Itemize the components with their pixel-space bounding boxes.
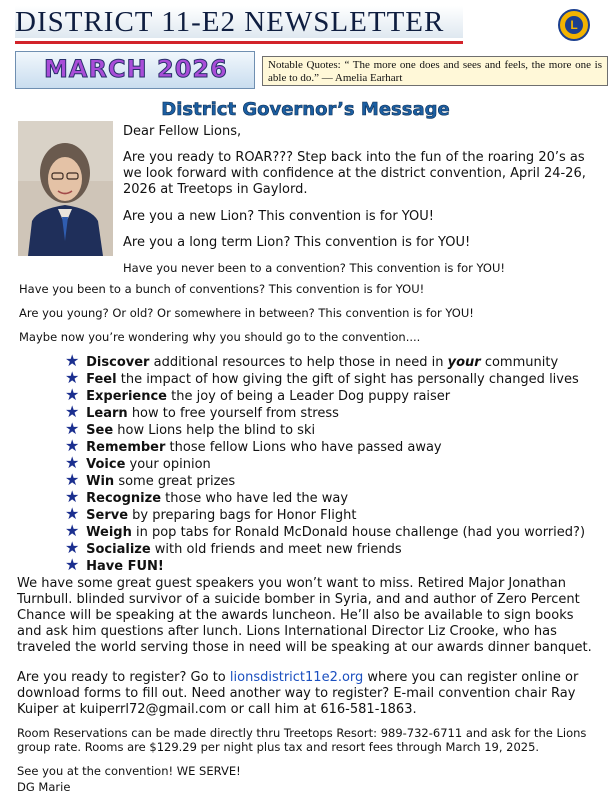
question-long-term-lion: Are you a long term Lion? This convention is for YOU! <box>123 235 471 250</box>
reason-text: additional resources to help those in need in <box>149 355 448 370</box>
lions-logo <box>558 9 590 41</box>
register-text: Are you ready to register? Go to <box>17 670 230 685</box>
reason-keyword: Experience <box>86 389 167 404</box>
register-paragraph <box>17 670 597 718</box>
reason-emphasis: your <box>447 355 481 370</box>
reason-item <box>65 471 585 488</box>
reason-keyword: Win <box>86 474 115 489</box>
reason-item <box>65 539 585 556</box>
reason-keyword: Learn <box>86 406 128 421</box>
star-icon: ★ <box>65 555 80 574</box>
reason-text: the impact of how giving the gift of sight has personally changed lives <box>116 372 579 387</box>
star-icon: ★ <box>65 504 80 523</box>
reason-keyword: Recognize <box>86 491 162 506</box>
question-wondering-why: Maybe now you’re wondering why you should go to the convention.... <box>19 330 421 344</box>
reason-text: some great prizes <box>114 474 236 489</box>
reason-text-tail: community <box>480 355 559 370</box>
reason-item <box>65 369 585 386</box>
reason-item <box>65 352 585 369</box>
question-been-to-bunch: Have you been to a bunch of conventions? This convention is for YOU! <box>19 282 425 296</box>
reason-keyword: Have FUN! <box>86 559 164 574</box>
quote-label: Notable Quotes: <box>268 59 341 71</box>
star-icon: ★ <box>65 453 80 472</box>
reason-item <box>65 386 585 403</box>
register-link[interactable]: lionsdistrict11e2.org <box>229 670 364 685</box>
governor-portrait <box>18 121 113 256</box>
reason-text: those fellow Lions who have passed away <box>165 440 442 455</box>
star-icon: ★ <box>65 436 80 455</box>
masthead <box>15 6 463 38</box>
star-icon: ★ <box>65 351 80 370</box>
star-icon: ★ <box>65 419 80 438</box>
notable-quote <box>262 56 608 86</box>
reason-item <box>65 454 585 471</box>
reason-text: in pop tabs for Ronald McDonald house challenge (had you worried?) <box>131 525 586 540</box>
question-young-or-old: Are you young? Or old? Or somewhere in between? This convention is for YOU! <box>19 306 474 320</box>
quote-text: “ The more one does and sees and feels, the more one is able to do.” <box>268 59 603 84</box>
reason-keyword: Discover <box>86 355 150 370</box>
reason-item <box>65 437 585 454</box>
signature: DG Marie <box>17 780 71 794</box>
reason-keyword: See <box>86 423 114 438</box>
star-icon: ★ <box>65 402 80 421</box>
reason-item <box>65 420 585 437</box>
issue-month-box <box>15 51 255 89</box>
star-icon: ★ <box>65 538 80 557</box>
reason-text: with old friends and meet new friends <box>150 542 402 557</box>
reason-text: by preparing bags for Honor Flight <box>128 508 357 523</box>
quote-author: — Amelia Earhart <box>321 72 403 84</box>
star-icon: ★ <box>65 487 80 506</box>
reason-text: those who have led the way <box>161 491 349 506</box>
reason-item <box>65 505 585 522</box>
reason-item <box>65 522 585 539</box>
reason-item <box>65 403 585 420</box>
reason-text: your opinion <box>125 457 211 472</box>
reason-text: the joy of being a Leader Dog puppy raiser <box>167 389 451 404</box>
question-new-lion: Are you a new Lion? This convention is for YOU! <box>123 209 434 224</box>
reason-item <box>65 488 585 505</box>
issue-month: MARCH 2026 <box>44 55 228 83</box>
reason-keyword: Feel <box>86 372 117 387</box>
closing-line: See you at the convention! WE SERVE! <box>17 764 241 778</box>
lions-logo-letter: L <box>565 16 583 34</box>
star-icon: ★ <box>65 470 80 489</box>
star-icon: ★ <box>65 385 80 404</box>
star-icon: ★ <box>65 368 80 387</box>
rooms-paragraph: Room Reservations can be made directly thru Treetops Resort: 989-732-6711 and ask for the Lions group rate. Rooms are $129.29 per night plus tax and resort fees through March 19, 2025. <box>17 726 587 754</box>
reason-item <box>65 556 585 573</box>
reasons-list <box>65 352 585 573</box>
reason-keyword: Weigh <box>86 525 132 540</box>
title-underline <box>15 41 463 44</box>
reason-keyword: Socialize <box>86 542 151 557</box>
governor-photo <box>18 121 113 256</box>
reason-text: how to free yourself from stress <box>127 406 339 421</box>
reason-keyword: Voice <box>86 457 126 472</box>
star-icon: ★ <box>65 521 80 540</box>
reason-keyword: Serve <box>86 508 129 523</box>
question-never-been: Have you never been to a convention? This convention is for YOU! <box>123 261 505 275</box>
newsletter-title: DISTRICT 11-E2 NEWSLETTER <box>15 6 445 38</box>
reason-text: how Lions help the blind to ski <box>113 423 316 438</box>
letter-intro: Are you ready to ROAR??? Step back into the fun of the roaring 20’s as we look forward with confidence at the district convention, April 24-26, 2026 at Treetops in Gaylord. <box>123 150 586 197</box>
section-title: District Governor’s Message <box>161 99 450 120</box>
reason-keyword: Remember <box>86 440 166 455</box>
letter-greeting: Dear Fellow Lions, <box>123 124 242 139</box>
speakers-paragraph: We have some great guest speakers you won’t want to miss. Retired Major Jonathan Turnbull. blinded survivor of a suicide bomber in Syria, and and author of Zero Percent Chance will be speaking at the awards luncheon. He’ll also be available to sign books and ask him questions after lunch. Lions International Director Liz Crooke, who has traveled the world serving those in need will be speaking at our awards dinner banquet. <box>17 576 592 655</box>
register-text-after: where you can register online or download forms to fill out. Need another way to register? E-mail convention chair Ray Kuiper at kuiperrl72@gmail.com or call him at 616-581-1863. <box>17 670 579 717</box>
